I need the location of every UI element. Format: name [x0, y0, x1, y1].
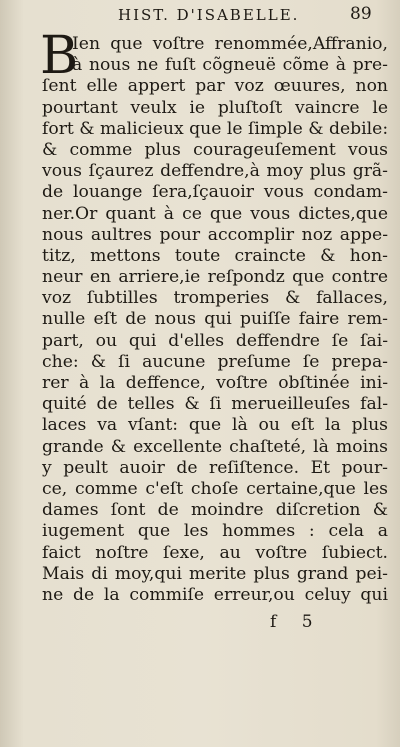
- text-line: ne de la commiſe erreur,ou celuy qui: [42, 584, 388, 605]
- page-number: 89: [350, 4, 372, 24]
- body-text: [40, 26, 389, 606]
- text-line: quité de telles & ſi merueilleuſes fal-: [42, 394, 388, 415]
- text-line: faict noſtre ſexe, au voſtre ſubiect.: [42, 542, 388, 563]
- text-line: nulle eſt de nous qui puiſſe faire rem-: [42, 309, 388, 330]
- text-line: dames ſont de moindre diſcretion &: [42, 500, 388, 521]
- text-line: neur en arriere,ie reſpondz que contre: [42, 267, 388, 288]
- text-line: laces va vſant: que là ou eſt la plus: [42, 415, 388, 436]
- text-line: titz, mettons toute craincte & hon-: [42, 245, 388, 266]
- text-line: à nous ne fuſt cõgneuë cõme à pre-: [72, 55, 388, 76]
- text-line: iugement que les hommes : cela a: [42, 521, 388, 542]
- text-line: ce, comme c'eſt choſe certaine,que les: [42, 478, 388, 499]
- signature-mark: f 5: [270, 612, 323, 632]
- text-line: ſent elle appert par voz œuures, non: [42, 76, 388, 97]
- text-line: grande & excellente chaſteté, là moins: [42, 436, 388, 457]
- text-line: rer à la deffence, voſtre obſtinée ini-: [42, 373, 388, 393]
- text-line: pourtant veulx ie pluſtoſt vaincre le: [42, 97, 388, 118]
- page-footer: [0, 612, 400, 642]
- text-line: y peult auoir de reſiſtence. Et pour-: [42, 457, 388, 478]
- running-head: HIST. D'ISABELLE.: [118, 6, 300, 24]
- text-line: voz ſubtilles tromperies & fallaces,: [42, 288, 388, 309]
- text-line: part, ou qui d'elles deffendre ſe ſai-: [42, 330, 388, 351]
- text-line: nous aultres pour accomplir noz appe-: [42, 224, 388, 245]
- text-line: & comme plus courageuſement vous: [42, 139, 388, 160]
- page-header: [0, 2, 400, 28]
- text-line: de louange ſera,ſçauoir vous condam-: [42, 182, 388, 203]
- text-line: Ien que voſtre renommée,Affranio,: [72, 34, 388, 54]
- text-line: fort & malicieux que le ſimple & debile:: [42, 118, 389, 139]
- text-line: vous ſçaurez deffendre,à moy plus grã-: [42, 161, 388, 182]
- text-line: ner.Or quant à ce que vous dictes,que: [42, 203, 388, 224]
- drop-cap: B: [40, 26, 79, 86]
- text-line: Mais di moy,qui merite plus grand pei-: [42, 563, 388, 584]
- text-line: che: & ſi aucune preſume ſe prepa-: [42, 351, 388, 372]
